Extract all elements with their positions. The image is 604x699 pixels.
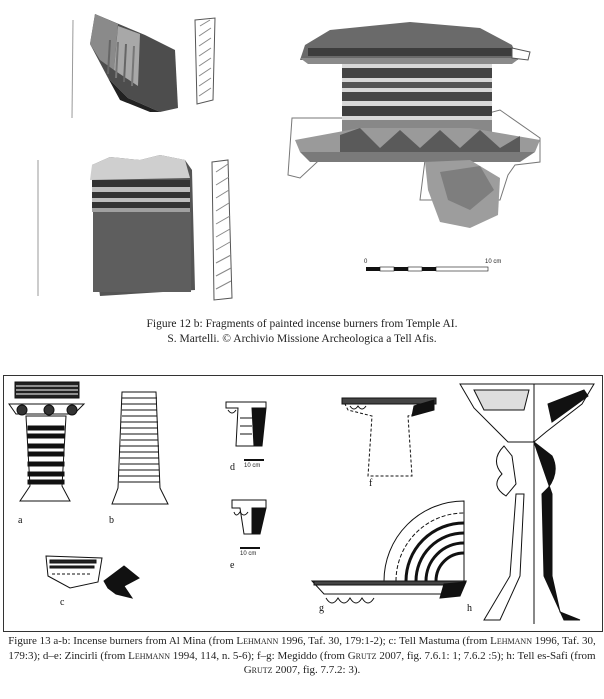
scale-label-e: 10 cm	[240, 551, 257, 557]
figure-13-drawings	[4, 376, 602, 631]
label-a: a	[18, 515, 23, 526]
fragment-1-photo	[72, 14, 178, 118]
figure-13-caption: Figure 13 a-b: Incense burners from Al Mina (from Lehmann 1996, Taf. 30, 179:1-2); c: Tell Mastuma (from Lehmann 1996, Taf. 30, 179:3); d–e: Zincirli (from Lehmann 1994, 114, n. 5-6); f–g: Megiddo (from Grutz 2007, fig. 7.6.1: 1; 7.6.2 :5); h: Tell es-Safi (from Grutz 2007, fig. 7.7.2: 3).	[8, 635, 596, 676]
figure-12-caption-line-1: Figure 12 b: Fragments of painted incense burners from Temple AI.	[146, 318, 458, 330]
label-e: e	[230, 560, 235, 571]
figure-12-caption-line-2: S. Martelli. © Archivio Missione Archeologica a Tell Afis.	[167, 333, 437, 345]
figure-13-panel	[3, 375, 603, 632]
drawing-d	[226, 402, 266, 460]
label-b: b	[109, 515, 114, 526]
fragment-2-photo	[38, 155, 195, 296]
scale-label-end: 10 cm	[485, 259, 502, 265]
drawing-c	[46, 556, 139, 598]
drawing-e	[232, 500, 266, 548]
drawing-h	[460, 384, 594, 624]
label-d: d	[230, 462, 235, 473]
scale-bar-figure-12	[366, 267, 488, 271]
drawing-b	[112, 392, 168, 504]
label-h: h	[467, 603, 472, 614]
drawing-g	[312, 501, 466, 603]
figure-12-photos	[0, 0, 604, 340]
label-g: g	[319, 603, 324, 614]
label-f: f	[369, 478, 373, 489]
label-c: c	[60, 597, 65, 608]
fragment-3-reconstruction	[288, 22, 540, 228]
fragment-1-profile	[195, 18, 215, 104]
scale-label-d: 10 cm	[244, 463, 261, 469]
scale-label-zero: 0	[364, 259, 368, 265]
drawing-a	[9, 382, 84, 501]
drawing-f	[342, 398, 436, 476]
fragment-2-profile	[212, 160, 232, 300]
